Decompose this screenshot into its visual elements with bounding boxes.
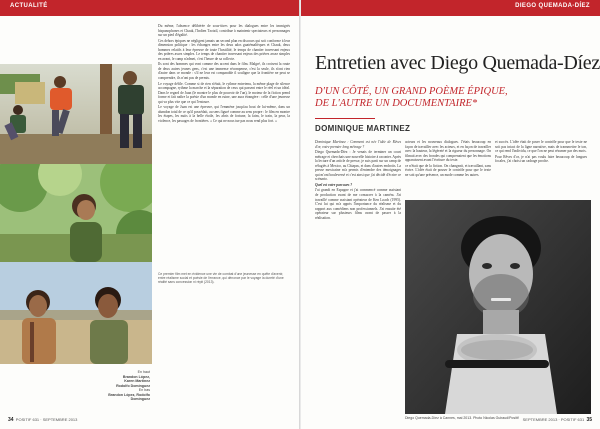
folio-text-right: SEPTEMBRE 2013 · POSITIF 631 xyxy=(522,417,585,422)
right-column-1 xyxy=(315,140,401,221)
article-subtitle xyxy=(315,86,508,110)
interview-paragraph: Dominique Martinez : Comment est née l'idée de Rêves d'or, votre premier long métrage ? xyxy=(315,140,401,149)
interview-paragraph: et succès. L'idée était de poser le contrôle pour que le texte ne soit pas intact de la ligne narrative, mais de transmettre le ton, ce qui rend l'individu, ce que l'on ne peut résumer par des mots. xyxy=(495,140,587,154)
right-column-2 xyxy=(405,140,491,178)
author-name: DOMINIQUE MARTINEZ xyxy=(315,124,411,133)
photo-running-boys xyxy=(0,64,152,164)
photo-running-boys-image xyxy=(0,64,152,164)
page-number-right: 35 xyxy=(586,417,592,423)
left-body-paragraph: Du même, l'absence délibérée de sous-titres pour les dialogues entre les immigrés hispanophones et Chauk, l'Indien Tzotzil, contribue à maintenir spectateurs et personnages sur un pied d'égalité. xyxy=(158,24,290,38)
left-body-paragraph: Le voyage défile. Comme si de rien n'était, le rythme entretenu, la même plage de silence accompagne, rythme la marche et la séparation de ceux qui passent entre le réel et un idéal. Dans le regard de Juan (le montre le plus de pouvoir de l'un), le moteur de la fiction prend forme et fait naître la poésie d'un monde en ruine, une aura étrangère : celle d'une jeunesse qui va plus vite que ce qui l'entoure. xyxy=(158,81,290,104)
photo-boy-forest-image xyxy=(0,164,152,262)
right-header-band xyxy=(301,0,600,16)
credit-role: En haut xyxy=(137,370,150,374)
folio-text-left: POSITIF 631 · SEPTEMBRE 2013 xyxy=(15,417,78,422)
photo-credits xyxy=(90,370,150,402)
header-label: DIEGO QUEMADA-DÍEZ xyxy=(515,3,590,9)
credit-role: En bas xyxy=(138,388,150,392)
credit-names: Brandon López, xyxy=(122,374,150,379)
left-body-paragraph: Ils sont des hommes qui vont comme des accent dans le film. Malgré, ils croisent la route de deux autres jeunes gens, c'est une immense récompense, c'est la seule, ils n'ont rien d'autre dans ce monde : s'il ne leur est comparable il souligne que la frontière ne peut se comprendre, ils n'ont pas de permis. xyxy=(158,62,290,81)
credit-names: Brandon López, Rodolfo Domínguez xyxy=(108,392,150,401)
photo-caption-left: Ce premier film met en évidence une vie de combat d'une jeunesse en quête d'avenir, entre réalisme social et poésie de l'errance, qui dénonce par le voyage la dureté d'une réalité sans concession ni répit (2013). xyxy=(158,272,284,284)
interview-paragraph: Quel est votre parcours ? xyxy=(315,182,353,187)
title-rule xyxy=(315,118,375,119)
left-folio xyxy=(8,417,77,423)
left-body-paragraph: Ces dehors épiques ne négligent jamais un second plan en discours qui soit conforme à leur dimension politique : les échanges entre les deux ados guatémaltèques et Chauk, deux hommes relatifs à leur épreuve de toute l'hostilité, le temps de chantier traversant enjeux des prières assez simples. Le temps de chantier traversant enjeux des prières assez simples en avant, le camp n'admet, c'est l'heure de sa collecte. xyxy=(158,38,290,61)
subtitle-line: D'UN CÔTÉ, UN GRAND POÈME ÉPIQUE, xyxy=(315,86,508,97)
credit-names: Karen Martínez xyxy=(124,379,150,383)
portrait-photo xyxy=(405,200,591,414)
photo-two-kids xyxy=(0,262,152,364)
subtitle-line: DE L'AUTRE UN DOCUMENTAIRE* xyxy=(315,98,478,109)
left-body-column xyxy=(158,24,290,124)
interview-paragraph: acteurs et les nouveaux dialogues. J'étais beaucoup en façon de travailler avec les acteurs, et en façon de travailler avec la hauteur, la légèreté et la rigueur du personnage. On filmait avec des frondes qui comprenaient que les émotions apparaissent avant l'écriture du texte. xyxy=(405,140,491,163)
interview-paragraph: J'ai grandi en Espagne et j'ai commencé comme assistant de production avant de me consacrer à la caméra. J'ai travaillé comme assistant opérateur de Ken Loach (1995). C'est lui qui m'a appris l'importance du réalisme et du rapport aux comédiens non professionnels. J'ai ensuite été opérateur sur plusieurs films avant de passer à la réalisation. xyxy=(315,188,401,220)
portrait-photo-image xyxy=(405,200,591,414)
interview-paragraph: ce n'était que de la fiction. On changeait, et travaillant, sans écrire. L'idée était de pouser le contrôle pour que le texte ne soit qu'une présence, un mode comme les autres. xyxy=(405,163,491,177)
portrait-caption: Diego Quemada-Díez à Cannes, mai 2013. Photo Nicolas Guiraud/Positif xyxy=(405,416,519,420)
interview-paragraph: Pour Rêves d'or, je n'ai pas voulu faire beaucoup de longues focales, j'ai choisi un cadrage proche. xyxy=(495,154,587,164)
left-page xyxy=(0,0,299,429)
right-page xyxy=(301,0,600,429)
right-column-3 xyxy=(495,140,587,165)
article-title: Entretien avec Diego Quemada-Díez xyxy=(315,52,600,74)
right-folio xyxy=(523,417,592,423)
credit-names: Rodolfo Domínguez xyxy=(116,383,150,388)
left-header-band xyxy=(0,0,299,16)
photo-two-kids-image xyxy=(0,262,152,364)
photo-boy-forest xyxy=(0,164,152,262)
page-number-left: 34 xyxy=(8,417,14,423)
section-label: ACTUALITÉ xyxy=(10,3,48,9)
left-body-paragraph: Le voyage de Juan est une épreuve, qui l'emmène jusqu'au bout de lui-même, dans un abandon total de ce qu'il possédait, au sens figuré comme au sens propre : le film en montre les étapes, les nuits à la belle étoile, les abris de fortune, la faim, le train, la peur, la violence, les passages de frontières. « Ce qui ne nous tue pas nous rend plus fort. » xyxy=(158,105,290,123)
interview-paragraph: Diego Quemada-Díez : Je venais de terminer un court métrage et cherchais une nouvelle histoire à raconter. Après la lecture d'un article de presse, je suis parti sur un camp de réfugiés à Mexico, au Chiapas, et dans d'autres endroits. La presse mexicaine m'a permis d'entendre des témoignages qui m'ont bouleversé et c'est ainsi que j'ai décidé d'écrire ce scénario. xyxy=(315,150,401,182)
